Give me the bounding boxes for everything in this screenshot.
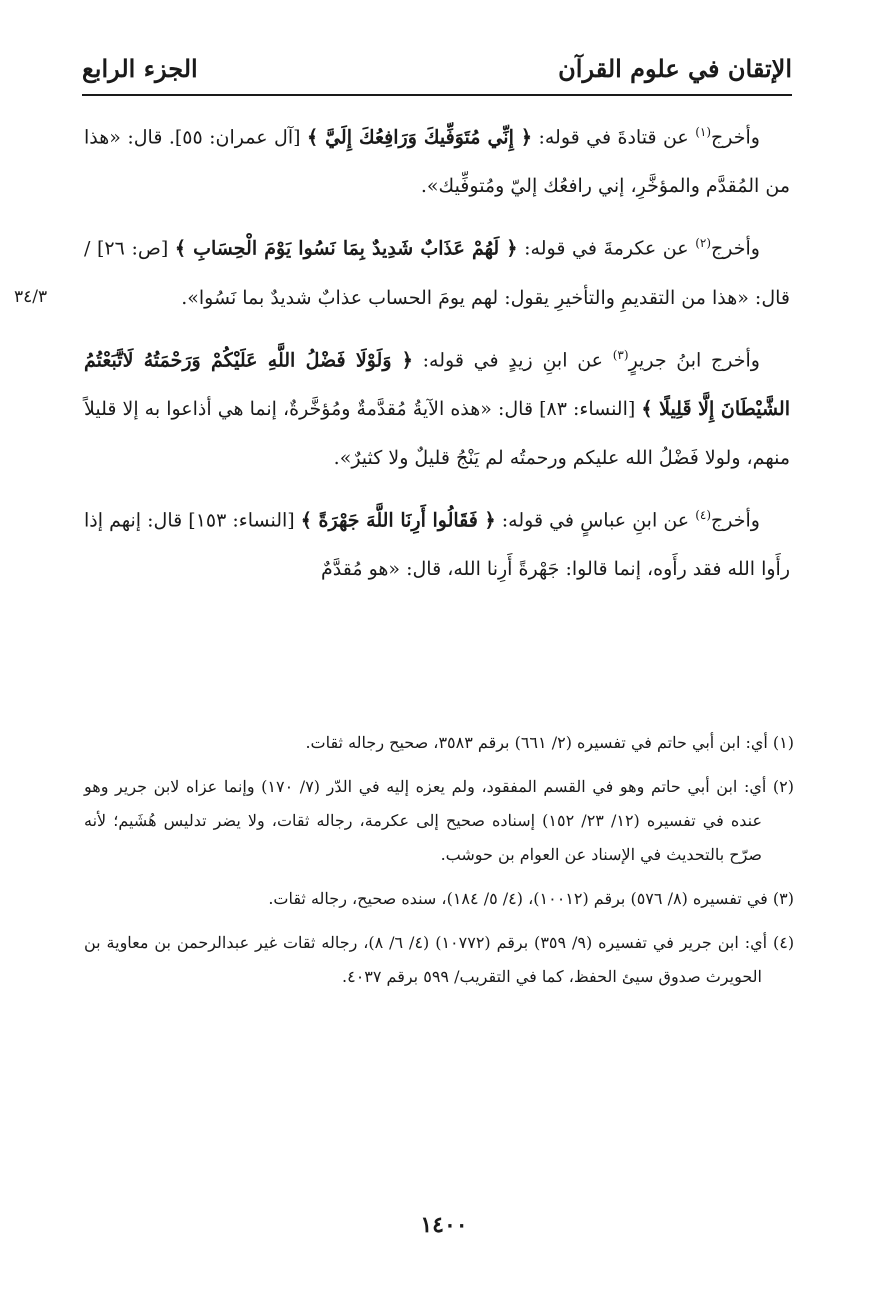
page-number: ١٤٠٠ (420, 1212, 468, 1238)
paragraph-3 (84, 331, 790, 483)
footnote-1: (١) أي: ابن أبي حاتم في تفسيره (٢/ ٦٦١) برقم ٣٥٨٣، صحيح رجاله ثقات. (305, 733, 794, 752)
paragraph-4 (84, 491, 790, 594)
paragraph-lead: وأخرج (711, 126, 760, 149)
paragraph-text: عن قتادةَ في قوله: (532, 126, 696, 149)
footnote-2: (٢) أي: ابن أبي حاتم وهو في القسم المفقود، ولم يعزه إليه في الدّر (٧/ ١٧٠) وإنما عزاه لابن جرير وهو عنده في تفسيره (١٢/ ٢٣/ ١٥٢) إسناده صحيح إلى عكرمة، رجاله ثقات، ولا يضر تدليس هُشَيم؛ لأنه صرّح بالتحديث في الإسناد عن العوام بن حوشب. (84, 777, 795, 864)
main-text (84, 108, 790, 602)
running-header (82, 48, 792, 90)
quran-verse: ﴿ لَهُمْ عَذَابٌ شَدِيدٌ بِمَا نَسُوا يَوْمَ الْحِسَابِ ﴾ (174, 237, 518, 260)
footnote-4: (٤) أي: ابن جرير في تفسيره (٩/ ٣٥٩) برقم (١٠٧٧٢) (٤/ ٦/ ٨)، رجاله ثقات غير عبدالرحمن بن معاوية بن الحويرث صدوق سيئ الحفظ، كما في التقريب/ ٥٩٩ برقم ٤٠٣٧. (84, 933, 795, 986)
footnote-3: (٣) في تفسيره (٨/ ٥٧٦) برقم (١٠٠١٢)، (٤/ ٥/ ١٨٤)، سنده صحيح، رجاله ثقات. (268, 889, 794, 908)
paragraph-text: عن ابنِ زيدٍ في قوله: (412, 348, 613, 371)
paragraph-2 (84, 219, 790, 322)
quran-verse: ﴿ فَقَالُوا أَرِنَا اللَّهَ جَهْرَةً ﴾ (300, 509, 496, 532)
book-title: الإتقان في علوم القرآن (558, 54, 792, 83)
paragraph-text: [ص: ٢٦] / قال: «هذا من التقديمِ والتأخيرِ يقول: لهم يومَ الحساب عذابٌ شديدٌ بما نَسُوا». (84, 237, 790, 309)
footnotes-section (84, 726, 794, 1004)
footnote-ref-3: (٣) (612, 347, 629, 362)
part-title: الجزء الرابع (82, 54, 198, 83)
paragraph-lead: وأخرج ابنُ جريرٍ (628, 348, 760, 371)
paragraph-lead: وأخرج (711, 509, 760, 532)
footnote-ref-4: (٤) (695, 507, 712, 522)
paragraph-text: [النساء: ٨٣] قال: «هذه الآيةُ مُقدَّمةٌ ومُؤخَّرةٌ، إنما هي أذاعوا به إلا قليلاً منهم، ولولا فَضْلُ الله عليكم ورحمتُه لم يَنْجُ قليلٌ ولا كثيرٌ». (84, 397, 790, 469)
header-divider (82, 94, 792, 96)
paragraph-text: عن ابنِ عباسٍ في قوله: (495, 509, 696, 532)
paragraph-lead: وأخرج (711, 237, 760, 260)
quran-verse: ﴿ وَلَوْلَا فَضْلُ اللَّهِ عَلَيْكُمْ وَرَحْمَتُهُ لَاتَّبَعْتُمُ الشَّيْطَانَ إِلَّا قَلِيلًا ﴾ (84, 348, 790, 420)
paragraph-text: [آل عمران: ٥٥]. قال: «هذا من المُقدَّم والمؤخَّرِ، إني رافعُك إليّ ومُتوفِّيك». (84, 126, 790, 198)
paragraph-text: [النساء: ١٥٣] قال: إنهم إذا رأَوا الله فقد رأَوه، إنما قالوا: جَهْرةً أَرِنا الله، قال: «هو مُقدَّمٌ (84, 509, 790, 581)
margin-page-reference: ٣٤/٣ (14, 287, 48, 307)
footnote-ref-1: (١) (695, 125, 712, 139)
footnote-ref-2: (٢) (695, 236, 712, 251)
quran-verse: ﴿ إِنِّي مُتَوَفِّيكَ وَرَافِعُكَ إِلَيَّ ﴾ (306, 126, 533, 149)
paragraph-text: عن عكرمةَ في قوله: (517, 237, 696, 260)
paragraph-1 (84, 108, 790, 211)
